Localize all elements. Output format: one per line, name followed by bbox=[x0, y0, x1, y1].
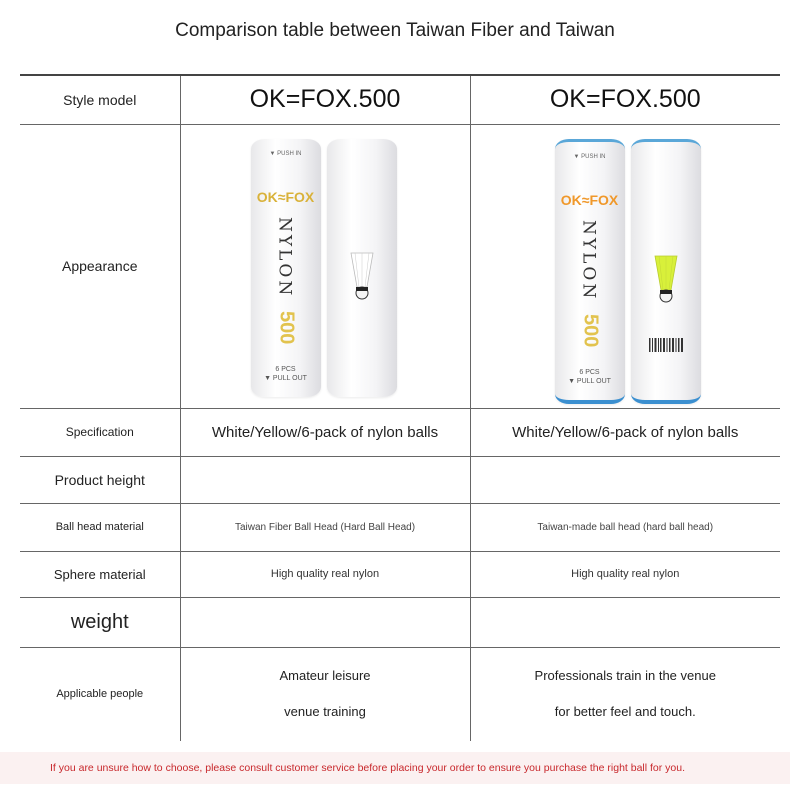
appearance-left bbox=[180, 124, 470, 408]
tube-front bbox=[555, 139, 625, 404]
pcs-count: 6 PCS bbox=[579, 369, 600, 376]
row-label: Ball head material bbox=[20, 503, 180, 551]
row-label: Product height bbox=[20, 456, 180, 503]
row-sphere-material bbox=[20, 551, 780, 597]
row-weight bbox=[20, 597, 780, 647]
row-label: Applicable people bbox=[20, 647, 180, 741]
row-appearance bbox=[20, 124, 780, 408]
pcs-label bbox=[251, 365, 321, 383]
row-label: Sphere material bbox=[20, 551, 180, 597]
people-right-line-1: Professionals train in the venue bbox=[534, 668, 716, 684]
pull-out-label: ▼ PULL OUT bbox=[568, 378, 611, 385]
tube-back bbox=[327, 139, 397, 397]
row-applicable-people bbox=[20, 647, 780, 741]
row-style-model bbox=[20, 75, 780, 124]
model-number: 500 bbox=[275, 311, 298, 345]
people-left-line-1: Amateur leisure bbox=[279, 668, 371, 684]
shuttlecock-icon bbox=[349, 251, 375, 301]
product-image-yellow bbox=[471, 125, 781, 407]
shuttlecock-icon bbox=[653, 254, 679, 304]
head-left: Taiwan Fiber Ball Head (Hard Ball Head) bbox=[180, 503, 470, 551]
push-in-label: ▼ PUSH IN bbox=[269, 151, 302, 157]
footer-notice: If you are unsure how to choose, please consult customer service before placing your order to ensure you purchase the right ball for you. bbox=[0, 752, 790, 784]
sphere-right: High quality real nylon bbox=[470, 551, 780, 597]
height-right bbox=[470, 456, 780, 503]
row-product-height bbox=[20, 456, 780, 503]
people-left-line-2: venue training bbox=[284, 704, 366, 720]
brand-logo: OK≈FOX bbox=[560, 192, 619, 208]
spec-left: White/Yellow/6-pack of nylon balls bbox=[180, 408, 470, 456]
model-number: 500 bbox=[579, 314, 602, 348]
model-left: OK=FOX.500 bbox=[180, 75, 470, 124]
nylon-text: NYLON bbox=[274, 217, 295, 299]
sphere-left: High quality real nylon bbox=[180, 551, 470, 597]
head-right: Taiwan-made ball head (hard ball head) bbox=[470, 503, 780, 551]
pcs-label bbox=[555, 368, 625, 386]
row-label: Appearance bbox=[20, 124, 180, 408]
nylon-text: NYLON bbox=[578, 220, 599, 302]
people-right-line-2: for better feel and touch. bbox=[554, 704, 696, 720]
people-right bbox=[470, 647, 780, 741]
pcs-count: 6 PCS bbox=[275, 366, 296, 373]
product-image-white bbox=[181, 125, 470, 407]
row-label: Style model bbox=[20, 75, 180, 124]
spec-right: White/Yellow/6-pack of nylon balls bbox=[470, 408, 780, 456]
row-ball-head-material bbox=[20, 503, 780, 551]
tube-front bbox=[251, 139, 321, 397]
pull-out-label: ▼ PULL OUT bbox=[264, 375, 307, 382]
tube-back bbox=[631, 139, 701, 404]
row-specification bbox=[20, 408, 780, 456]
barcode-icon bbox=[649, 338, 683, 352]
people-left bbox=[180, 647, 470, 741]
height-left bbox=[180, 456, 470, 503]
weight-left bbox=[180, 597, 470, 647]
row-label: weight bbox=[20, 597, 180, 647]
push-in-label: ▼ PUSH IN bbox=[573, 154, 606, 160]
page-title: Comparison table between Taiwan Fiber and Taiwan bbox=[175, 20, 615, 41]
row-label: Specification bbox=[20, 408, 180, 456]
appearance-right bbox=[470, 124, 780, 408]
weight-right bbox=[470, 597, 780, 647]
comparison-table bbox=[20, 74, 780, 741]
model-right: OK=FOX.500 bbox=[470, 75, 780, 124]
brand-logo: OK≈FOX bbox=[256, 189, 315, 205]
